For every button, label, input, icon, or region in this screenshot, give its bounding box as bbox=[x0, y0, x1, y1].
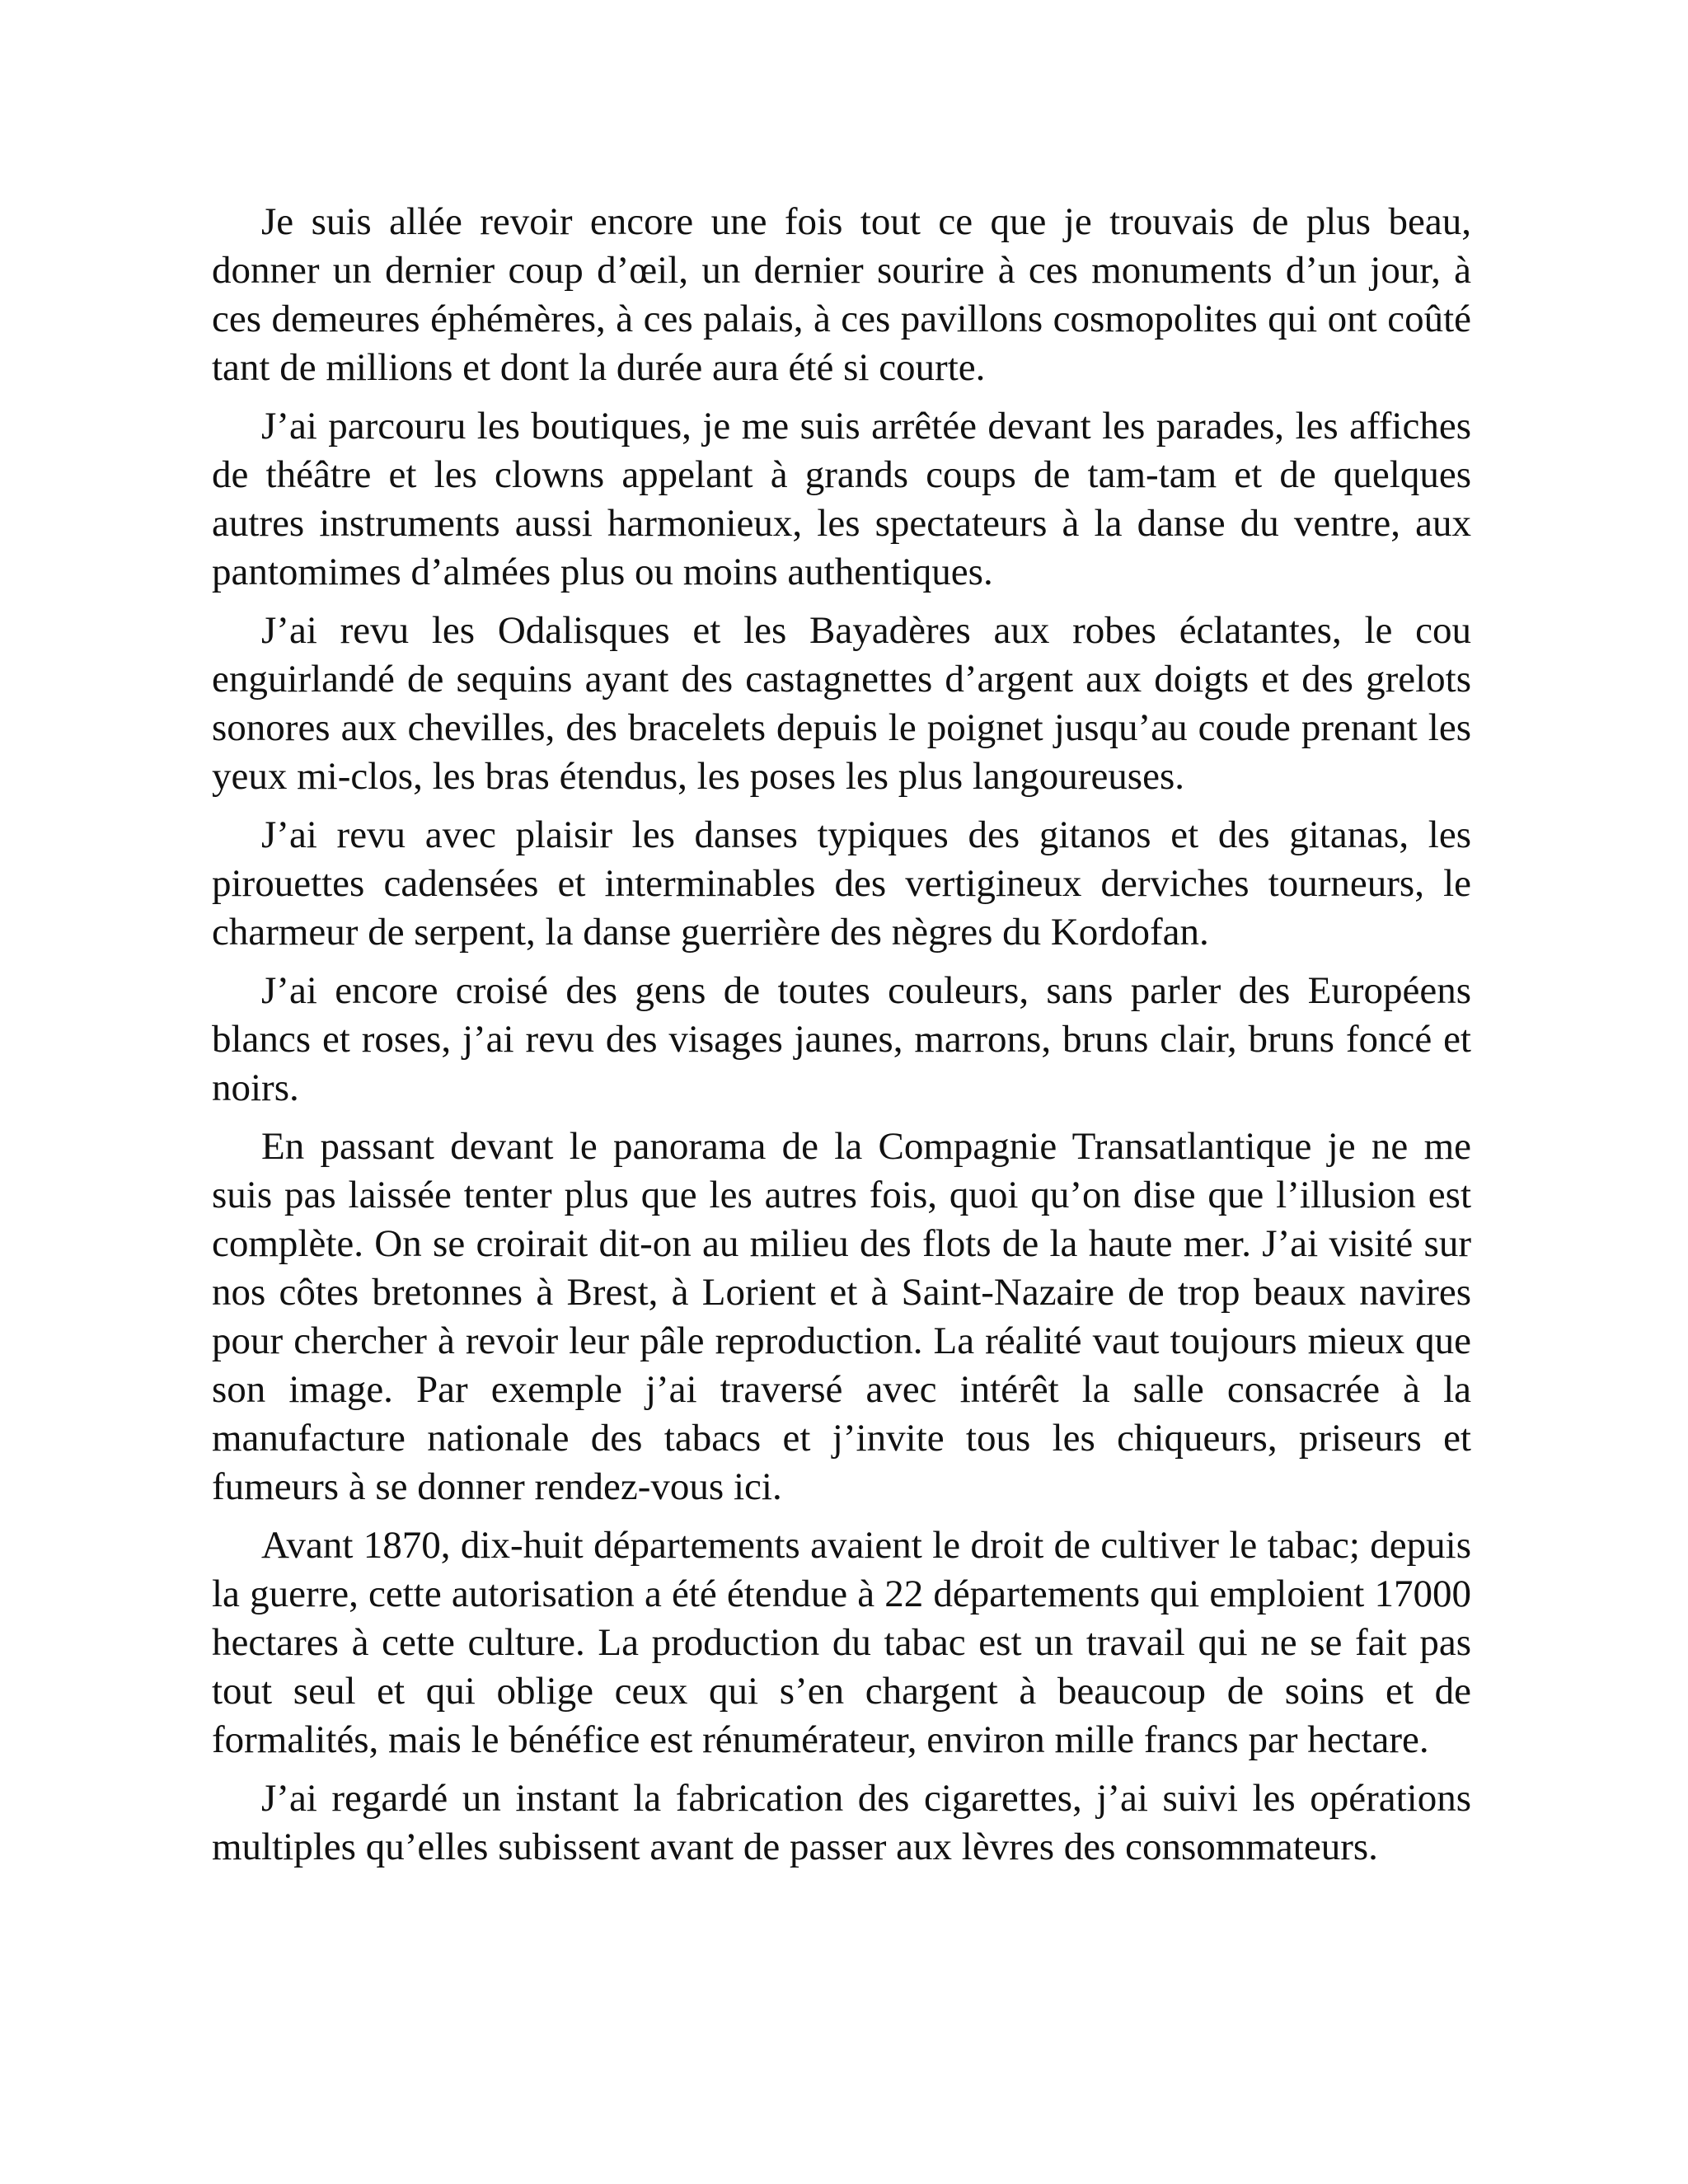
body-text bbox=[212, 198, 1471, 1882]
paragraph: J’ai encore croisé des gens de toutes couleurs, sans parler des Européens blancs et roses, j’ai revu des visages jaunes, marrons, bruns clair, bruns foncé et noirs. bbox=[212, 969, 1471, 1109]
paragraph: J’ai revu avec plaisir les danses typiques des gitanos et des gitanas, les pirouettes cadensées et interminables des vertigineux derviches tourneurs, le charmeur de serpent, la danse guerrière des nègres du Kordofan. bbox=[212, 813, 1471, 954]
paragraph: En passant devant le panorama de la Compagnie Transatlantique je ne me suis pas laissée tenter plus que les autres fois, quoi qu’on dise que l’illusion est complète. On se croirait dit-on au milieu des flots de la haute mer. J’ai visité sur nos côtes bretonnes à Brest, à Lorient et à Saint-Nazaire de trop beaux navires pour chercher à revoir leur pâle reproduction. La réalité vaut toujours mieux que son image. Par exemple j’ai traversé avec intérêt la salle consacrée à la manufacture nationale des tabacs et j’invite tous les chiqueurs, priseurs et fumeurs à se donner rendez-vous ici. bbox=[212, 1125, 1471, 1508]
paragraph: J’ai revu les Odalisques et les Bayadères aux robes éclatantes, le cou enguirlandé de sequins ayant des castagnettes d’argent aux doigts et des grelots sonores aux chevilles, des bracelets depuis le poignet jusqu’au coude prenant les yeux mi-clos, les bras étendus, les poses les plus langoureuses. bbox=[212, 609, 1471, 798]
paragraph: J’ai regardé un instant la fabrication des cigarettes, j’ai suivi les opérations multiples qu’elles subissent avant de passer aux lèvres des consommateurs. bbox=[212, 1777, 1471, 1868]
paragraph: Avant 1870, dix-huit départements avaient le droit de cultiver le tabac; depuis la guerre, cette autorisation a été étendue à 22 départements qui emploient 17000 hectares à cette culture. La production du tabac est un travail qui ne se fait pas tout seul et qui oblige ceux qui s’en chargent à beaucoup de soins et de formalités, mais le bénéfice est rénumérateur, environ mille francs par hectare. bbox=[212, 1524, 1471, 1761]
paragraph: J’ai parcouru les boutiques, je me suis arrêtée devant les parades, les affiches de théâtre et les clowns appelant à grands coups de tam-tam et de quelques autres instruments aussi harmonieux, les spectateurs à la danse du ventre, aux pantomimes d’almées plus ou moins authentiques. bbox=[212, 405, 1471, 593]
paragraph: Je suis allée revoir encore une fois tout ce que je trouvais de plus beau, donner un dernier coup d’œil, un dernier sourire à ces monuments d’un jour, à ces demeures éphémères, à ces palais, à ces pavillons cosmopolites qui ont coûté tant de millions et dont la durée aura été si courte. bbox=[212, 200, 1471, 389]
